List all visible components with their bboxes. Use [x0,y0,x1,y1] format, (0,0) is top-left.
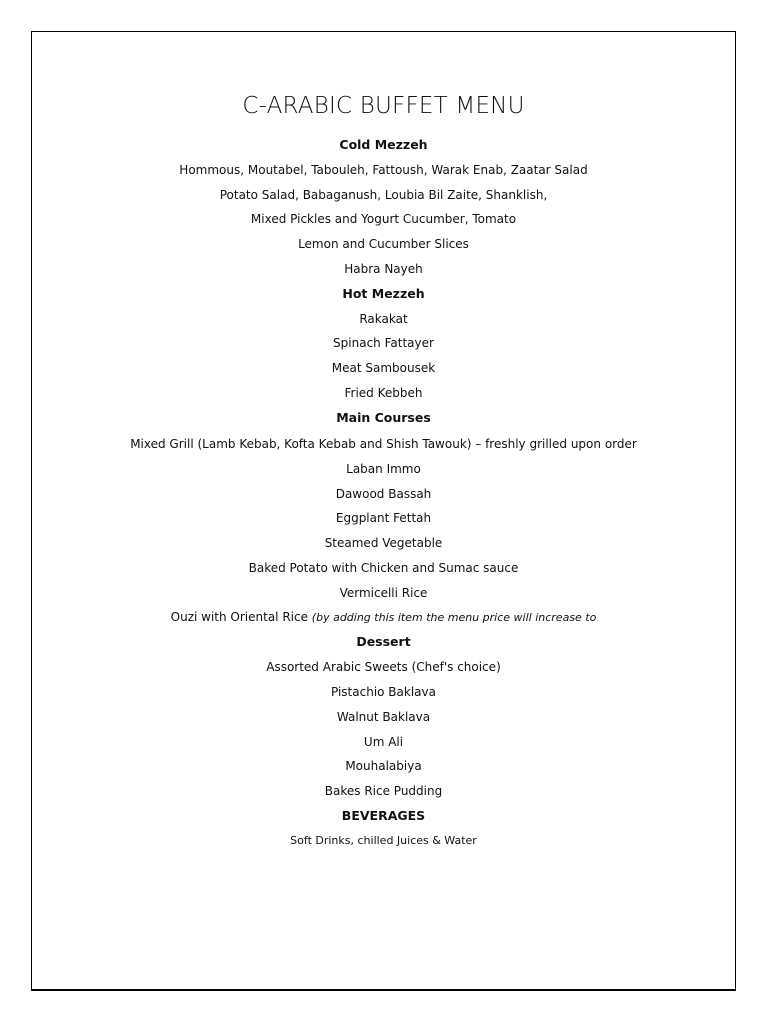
menu-item: Lemon and Cucumber Slices [298,237,469,251]
menu-item: Vermicelli Rice [339,586,428,600]
ouzi-label: Ouzi with Oriental Rice [170,610,312,624]
menu-item: Bakes Rice Pudding [324,784,443,798]
menu-item: Dawood Bassah [335,487,432,501]
menu-item: Hommous, Moutabel, Tabouleh, Fattoush, Warak Enab, Zaatar Salad [179,163,588,177]
menu-item: Potato Salad, Babaganush, Loubia Bil Zaite, Shanklish, [219,188,548,202]
ouzi-price-note: (by adding this item the menu price will increase to [311,611,597,624]
menu-item: Mixed Grill (Lamb Kebab, Kofta Kebab and Shish Tawouk) – freshly grilled upon order [130,437,637,451]
menu-item: Habra Nayeh [344,262,423,276]
menu-item: Steamed Vegetable [324,536,443,550]
menu-page [31,31,736,991]
menu-item: Spinach Fattayer [333,336,434,350]
menu-item: Rakakat [359,312,408,326]
menu-item: Fried Kebbeh [344,386,423,400]
menu-item: Walnut Baklava [336,710,431,724]
menu-item: Soft Drinks, chilled Juices & Water [290,834,477,847]
menu-item: Mouhalabiya [345,759,422,773]
section-heading-hot-mezzeh: Hot Mezzeh [342,286,425,301]
menu-item: Meat Sambousek [331,361,436,375]
section-heading-beverages: BEVERAGES [341,808,426,823]
menu-item: Assorted Arabic Sweets (Chef's choice) [266,660,501,674]
menu-item: Mixed Pickles and Yogurt Cucumber, Tomato [250,212,517,226]
menu-item: Pistachio Baklava [331,685,436,699]
menu-item: Baked Potato with Chicken and Sumac sauce [248,561,519,575]
page-title: C-ARABIC BUFFET MENU [242,93,525,119]
section-heading-dessert: Dessert [356,634,411,649]
section-heading-cold-mezzeh: Cold Mezzeh [339,137,428,152]
section-heading-main-courses: Main Courses [336,410,431,425]
menu-item: Laban Immo [346,462,421,476]
menu-item-ouzi [32,609,735,626]
menu-item: Um Ali [363,735,404,749]
menu-item: Eggplant Fettah [335,511,432,525]
